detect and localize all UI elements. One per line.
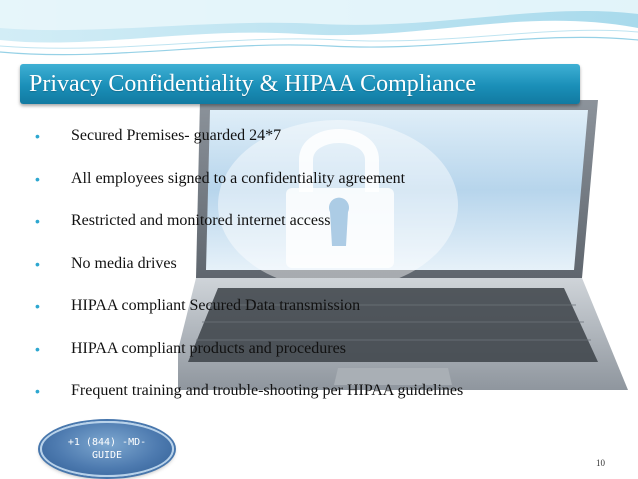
page-number: 10 bbox=[596, 458, 605, 468]
bullet-icon: • bbox=[35, 298, 40, 314]
list-item bbox=[35, 340, 625, 383]
list-item bbox=[35, 382, 625, 425]
bullet-text: Restricted and monitored internet access bbox=[71, 212, 331, 229]
list-item bbox=[35, 212, 625, 255]
bullet-text: HIPAA compliant Secured Data transmission bbox=[71, 297, 361, 314]
bullet-icon: • bbox=[35, 383, 40, 399]
bullet-icon: • bbox=[35, 340, 40, 357]
bullet-icon: • bbox=[35, 170, 40, 187]
list-item bbox=[35, 127, 625, 170]
title-bar bbox=[20, 64, 580, 104]
bullet-text: All employees signed to a confidentiality agreement bbox=[71, 169, 406, 187]
bullet-icon: • bbox=[35, 255, 40, 272]
bullet-icon: • bbox=[35, 128, 40, 144]
phone-number: +1 (844) -MD-GUIDE bbox=[67, 437, 147, 461]
list-item bbox=[35, 297, 625, 340]
bullet-text: Frequent training and trouble-shooting per HIPAA guidelines bbox=[71, 382, 464, 399]
page-title: Privacy Confidentiality & HIPAA Compliance bbox=[29, 70, 477, 97]
bullet-icon: • bbox=[35, 213, 40, 229]
bullet-text: HIPAA compliant products and procedures bbox=[71, 339, 346, 357]
bullet-text: No media drives bbox=[71, 254, 177, 272]
list-item bbox=[35, 255, 625, 298]
list-item bbox=[35, 170, 625, 213]
bullet-list bbox=[35, 127, 625, 425]
bullet-text: Secured Premises- guarded 24*7 bbox=[71, 127, 282, 144]
phone-badge[interactable] bbox=[40, 421, 174, 477]
